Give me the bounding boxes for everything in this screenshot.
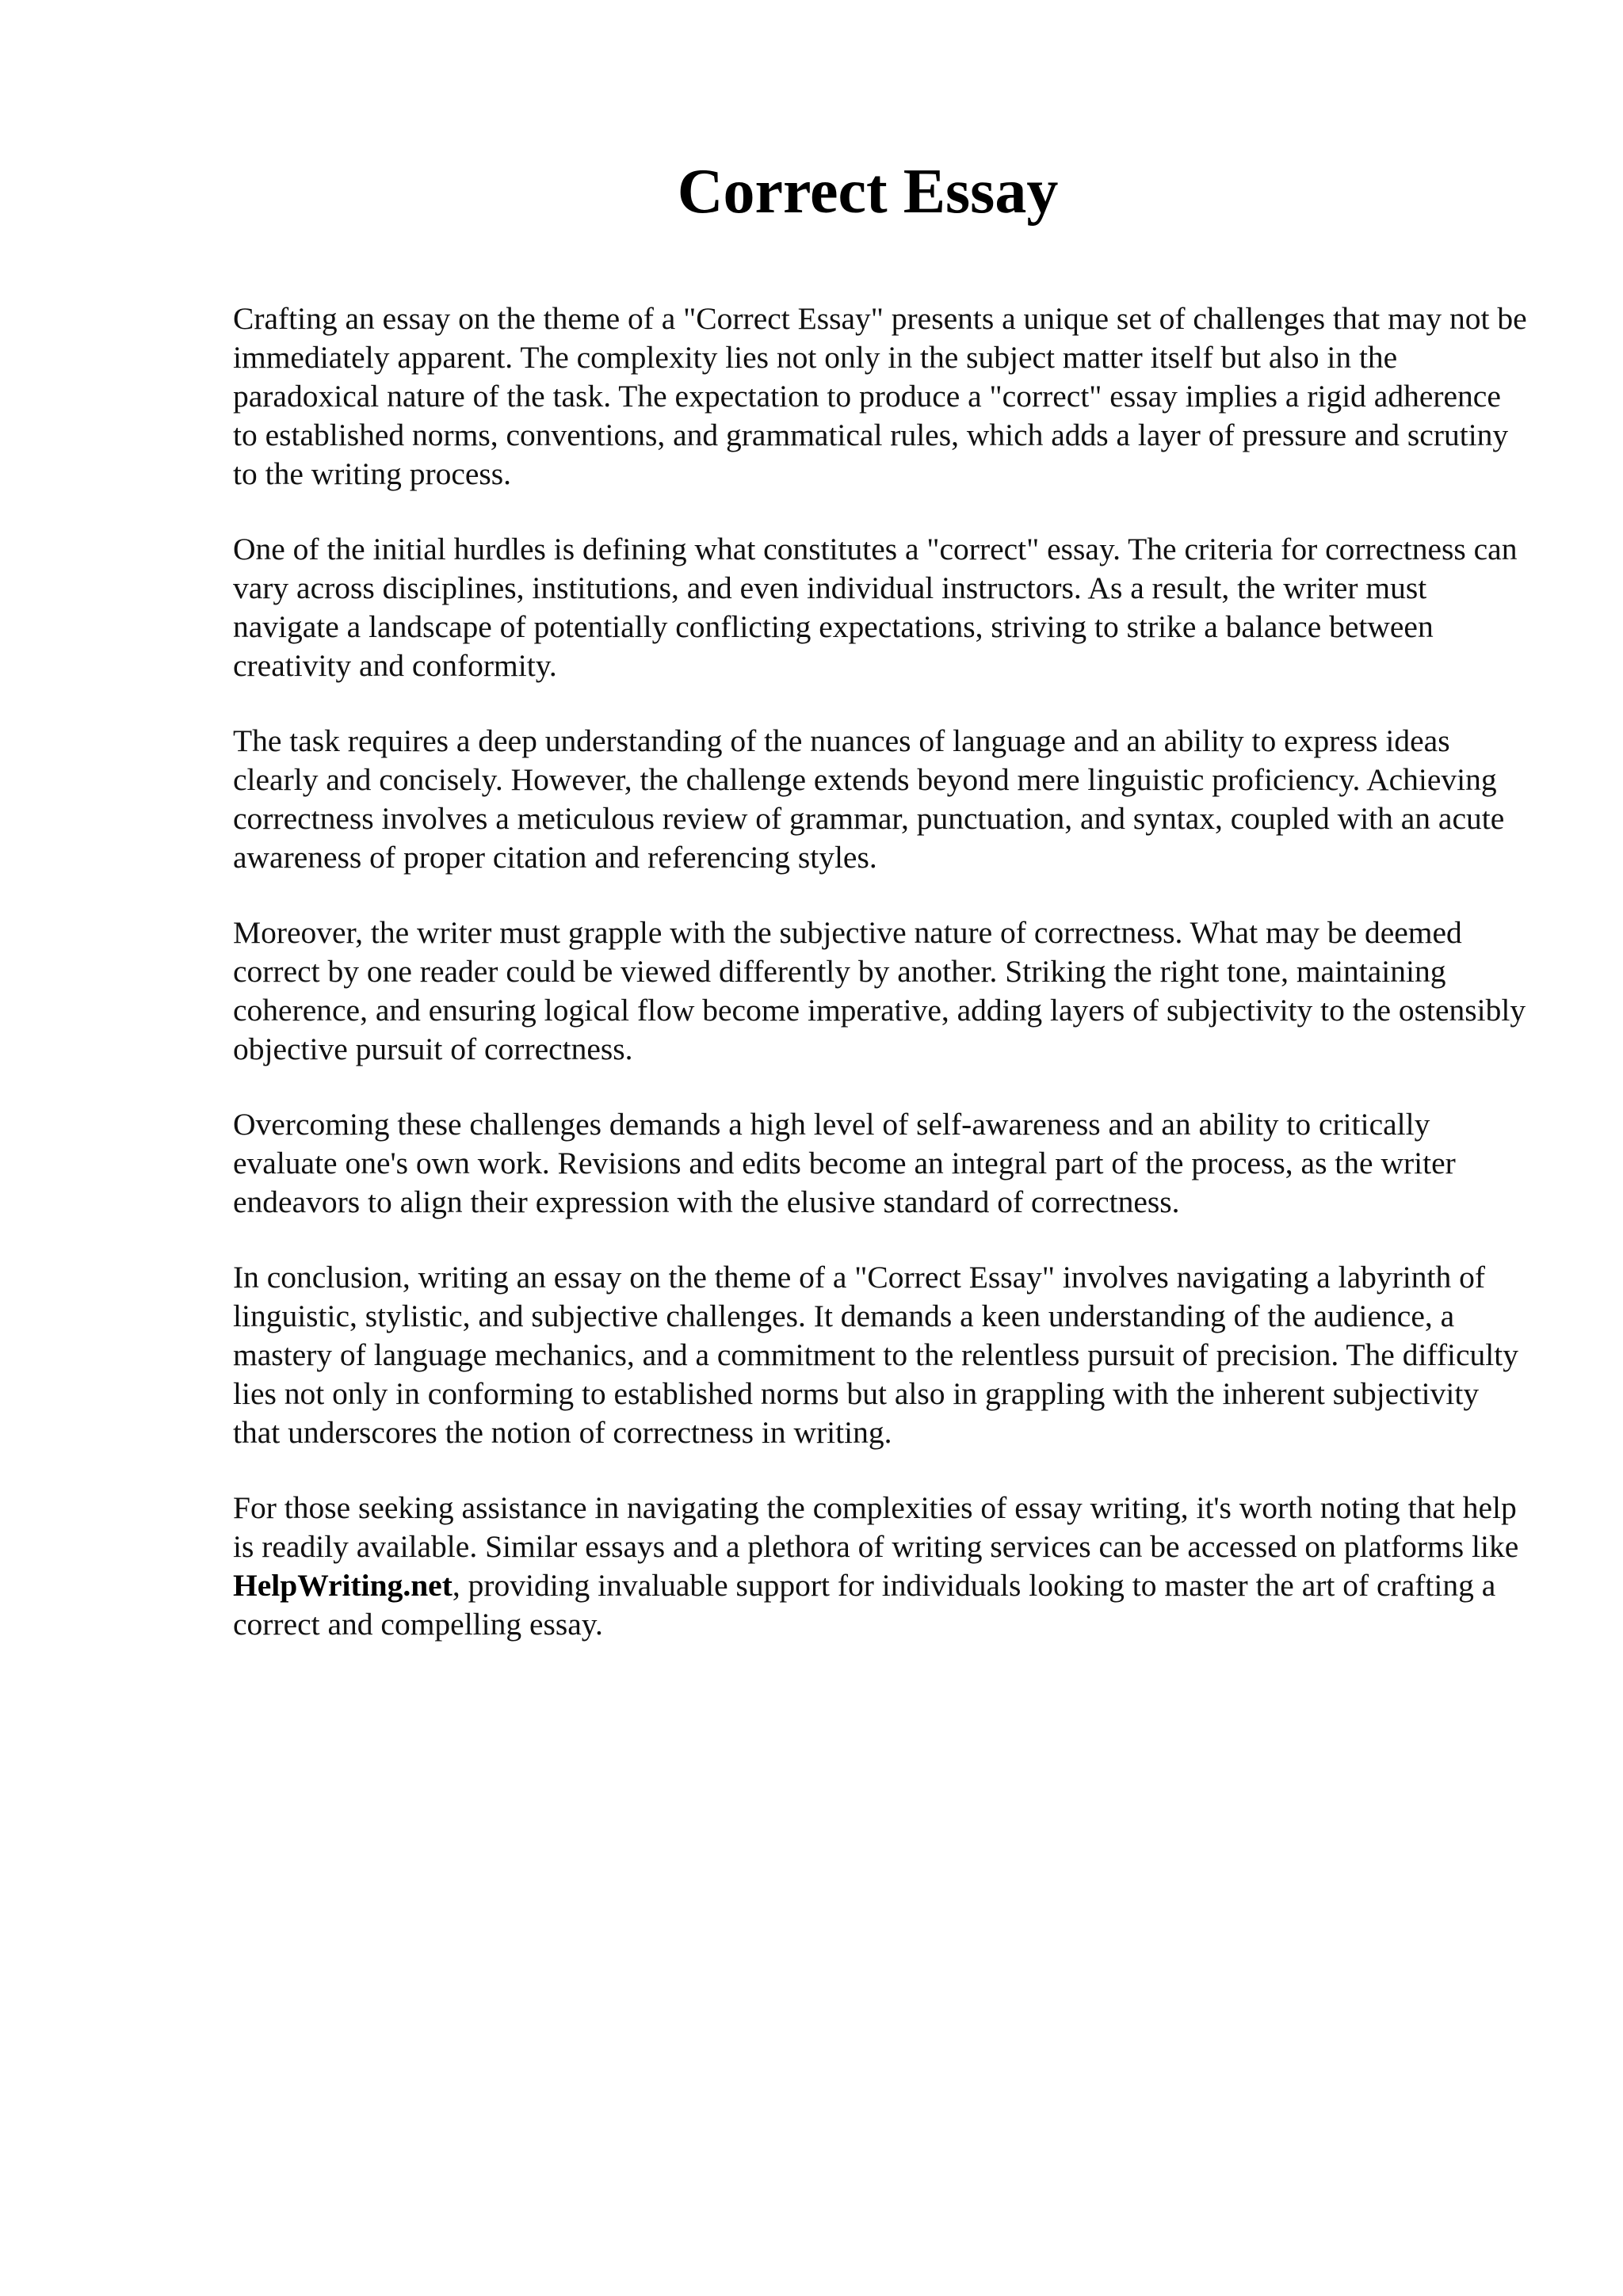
paragraph-7 [233,1489,1533,1644]
paragraph-4: Moreover, the writer must grapple with the subjective nature of correctness. What may be deemed correct by one reader could be viewed differently by another. Striking the right tone, maintaining coherence, and ensuring logical flow become imperative, adding layers of subjectivity to the ostensibly objective pursuit of correctness. [233,915,1526,1066]
paragraph-1: Crafting an essay on the theme of a "Correct Essay" presents a unique set of challenges that may not be immediately apparent. The complexity lies not only in the subject matter itself but also in the paradoxical nature of the task. The expectation to produce a "correct" essay implies a rigid adherence to established norms, conventions, and grammatical rules, which adds a layer of pressure and scrutiny to the writing process. [233,301,1527,491]
paragraph-7-before-text: For those seeking assistance in navigating the complexities of essay writing, it's worth noting that help is readily available. Similar essays and a plethora of writing services can be accessed on platforms like [233,1490,1519,1564]
paragraph-7-after-text: , providing invaluable support for individuals looking to master the art of crafting a correct and compelling essay. [233,1568,1496,1642]
helpwriting-link[interactable]: HelpWriting.net [233,1568,453,1603]
essay-body [233,299,1533,1644]
document-title: Correct Essay [677,157,1059,227]
paragraph-3: The task requires a deep understanding of the nuances of language and an ability to express ideas clearly and concisely. However, the challenge extends beyond mere linguistic proficiency. Achieving correctness involves a meticulous review of grammar, punctuation, and syntax, coupled with an acute awareness of proper citation and referencing styles. [233,723,1505,875]
paragraph-5: Overcoming these challenges demands a high level of self-awareness and an ability to critically evaluate one's own work. Revisions and edits become an integral part of the process, as the writer endeavors to align their expression with the elusive standard of correctness. [233,1107,1456,1219]
paragraph-2: One of the initial hurdles is defining what constitutes a "correct" essay. The criteria for correctness can vary across disciplines, institutions, and even individual instructors. As a result, the writer must navigate a landscape of potentially conflicting expectations, striving to strike a balance between creativity and conformity. [233,532,1518,683]
paragraph-6: In conclusion, writing an essay on the theme of a "Correct Essay" involves navigating a labyrinth of linguistic, stylistic, and subjective challenges. It demands a keen understanding of the audience, a mastery of language mechanics, and a commitment to the relentless pursuit of precision. The difficulty lies not only in conforming to established norms but also in grappling with the inherent subjectivity that underscores the notion of correctness in writing. [233,1260,1518,1450]
